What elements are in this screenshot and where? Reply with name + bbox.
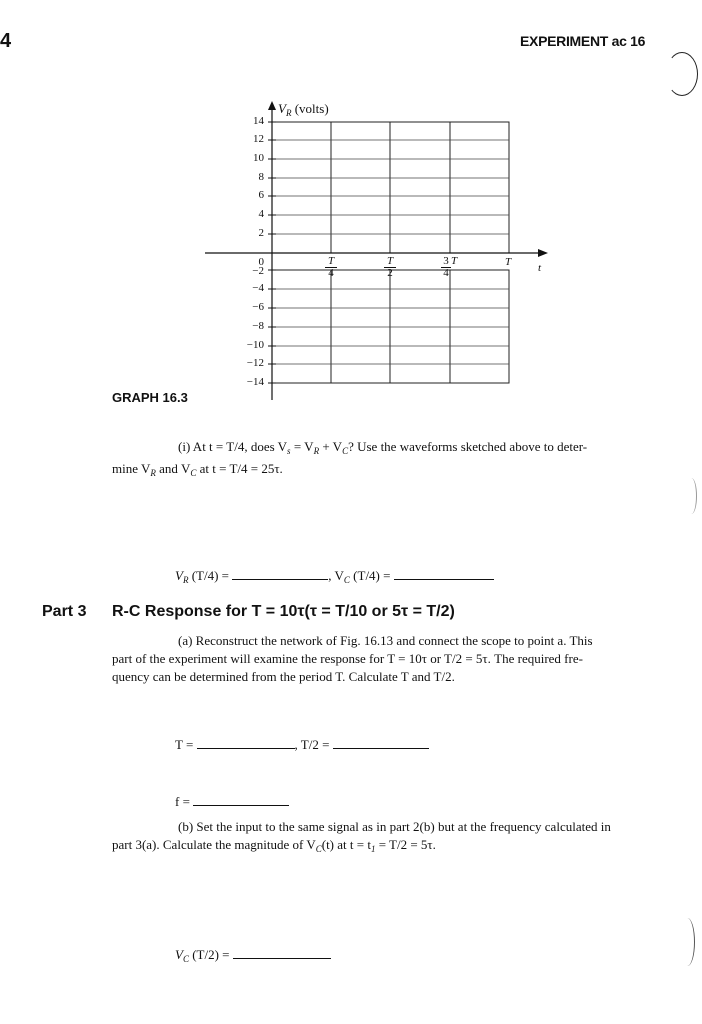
y-tick-label: 8 [258,171,264,183]
T2-answer-blank[interactable] [333,735,429,749]
x-tick-label: T 2 [384,256,396,278]
y-tick-label: 14 [253,115,264,127]
y-tick-label: 0 [258,256,264,268]
y-tick-label: −10 [246,339,264,351]
answer-line-f: f = [175,792,289,811]
answer-line-T: T = , T/2 = [175,735,429,754]
answer-line-vc-t2: $V_C$ (T/2) = [175,945,331,968]
vc-answer-blank[interactable] [394,566,494,580]
y-tick-label: −4 [252,282,264,294]
y-tick-label: −12 [246,357,264,369]
binder-hole-icon [680,918,695,966]
part-3-title: R-C Response for T = 10τ(τ = T/10 or 5τ = T/2) [112,603,455,620]
T-answer-blank[interactable] [197,735,295,749]
page-number: 4 [0,30,12,52]
x-tick-label: T [505,256,512,268]
y-tick-label: 6 [258,189,264,201]
y-tick-label: 10 [253,152,264,164]
y-tick-label: −6 [252,301,264,313]
experiment-header: EXPERIMENT ac 16 [520,33,646,49]
vr-answer-blank[interactable] [232,566,328,580]
y-tick-label: 4 [258,208,264,220]
answer-line-vr-vc: $V_R$ (T/4) = , $V_C$ (T/4) = [175,566,494,589]
y-tick-label: −2 [252,265,264,277]
y-axis-arrow-icon [268,101,276,110]
part-3b-text: (b) Set the input to the same signal as in part 2(b) but at the frequency calculated in part 3(a). Calculate the magnitude of $V_C(t)$ at $t = t_1 = T/2 = 5\tau$. [112,819,611,854]
part-3a-text: (a) Reconstruct the network of Fig. 16.13 and connect the scope to point a. This part of the experiment will examine the response for T = 10τ or T/2 = 5τ. The required fre- quency can be determined from the period T. Calculate T and T/2. [112,633,593,684]
x-axis-arrow-icon [538,249,548,257]
y-tick-label: −8 [252,320,264,332]
y-tick-label: 12 [253,133,264,145]
question-i: (i) At t = T/4, does $V_s = V_R + V_C$? Use the waveforms sketched above to deter- mine $V_R$ and $V_C$ at t = T/4 = 25τ. [112,439,588,478]
x-tick-label: T 4 [325,256,337,278]
y-tick-label: −14 [246,376,264,388]
vc-t2-answer-blank[interactable] [233,945,331,959]
part-3-label: Part 3 [42,603,87,620]
binder-hole-icon [686,478,697,514]
y-tick-label: 2 [258,227,264,239]
x-axis-label: t [538,262,542,274]
y-axis-label: $V_R$ (volts) [278,101,329,118]
f-answer-blank[interactable] [193,792,289,806]
waveform-graph [0,0,702,420]
graph-label: GRAPH 16.3 [112,390,188,405]
x-tick-label: $\frac{3}{4}$ T [441,256,465,278]
